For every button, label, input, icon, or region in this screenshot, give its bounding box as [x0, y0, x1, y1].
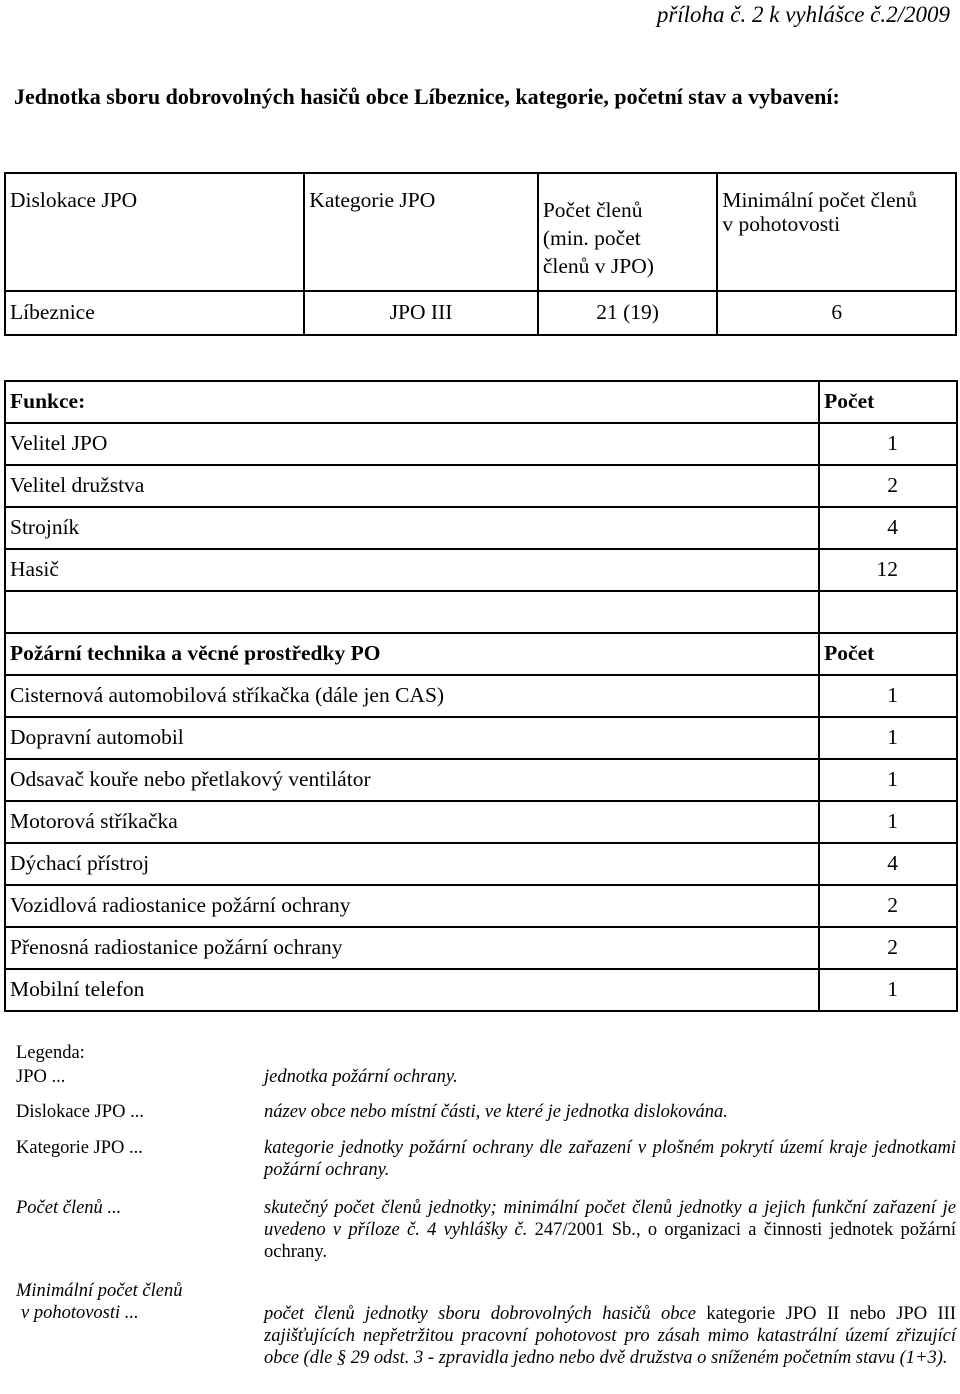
- table-row: [5, 801, 957, 843]
- equipment-count: 1: [819, 717, 957, 759]
- legend-desc-minimalni-a: počet členů jednotky sboru dobrovolných hasičů obce: [264, 1304, 696, 1324]
- equipment-header: Požární technika a věcné prostředky PO: [5, 633, 819, 675]
- table-row: [5, 717, 957, 759]
- table-row: [5, 885, 957, 927]
- cell-pocet: 21 (19): [538, 291, 718, 335]
- legend-term-minimalni: [16, 1280, 182, 1324]
- empty-cell: [819, 591, 957, 633]
- function-name: Velitel družstva: [5, 465, 819, 507]
- empty-cell: [5, 591, 819, 633]
- equipment-name: Vozidlová radiostanice požární ochrany: [5, 885, 819, 927]
- cell-dislokace: Líbeznice: [5, 291, 304, 335]
- legend-title: Legenda:: [16, 1043, 85, 1063]
- equipment-count: 2: [819, 927, 957, 969]
- function-count: 12: [819, 549, 957, 591]
- equipment-name: Motorová stříkačka: [5, 801, 819, 843]
- table-row: [5, 549, 957, 591]
- equipment-count: 1: [819, 759, 957, 801]
- legend-term-kategorie: Kategorie JPO ...: [16, 1138, 143, 1158]
- header-kategorie: Kategorie JPO: [304, 173, 538, 291]
- legend-term-pocet: Počet členů ...: [16, 1198, 122, 1218]
- page-title: Jednotka sboru dobrovolných hasičů obce Líbeznice, kategorie, početní stav a vybavení:: [14, 84, 840, 109]
- header-pocet-line3: členů v JPO): [542, 254, 654, 278]
- equipment-count: 1: [819, 801, 957, 843]
- legend-desc-minimalni-b: kategorie JPO II nebo JPO III: [695, 1304, 956, 1324]
- legend-desc-minimalni-c: zajišťujících nepřetržitou pracovní pohotovost pro zásah mimo katastrální území zřizující obce (dle § 29 odst. 3 - zpravidla jedno nebo dvě družstva o sníženém početním stavu (1+3).: [264, 1326, 956, 1368]
- legend-desc-pocet-b: 247/2001 Sb.: [527, 1220, 636, 1240]
- table-row: [5, 759, 957, 801]
- legend-desc-kategorie: kategorie jednotky požární ochrany dle zařazení v plošném pokrytí území kraje jednotkami požární ochrany.: [264, 1138, 956, 1180]
- legend-term-minimalni-line2: v pohotovosti ...: [21, 1303, 139, 1323]
- equipment-header-row: [5, 633, 957, 675]
- header-pocet-line2: (min. počet: [542, 226, 641, 250]
- functions-header-row: [5, 381, 957, 423]
- equipment-name: Mobilní telefon: [5, 969, 819, 1011]
- unit-table-header-row: [5, 173, 956, 291]
- equipment-count: 2: [819, 885, 957, 927]
- function-name: Strojník: [5, 507, 819, 549]
- legend-term-minimalni-line1: Minimální počet členů: [16, 1281, 183, 1301]
- empty-row: [5, 591, 957, 633]
- table-row: [5, 927, 957, 969]
- functions-equipment-table: [4, 380, 958, 1012]
- legend-term-dislokace: Dislokace JPO ...: [16, 1102, 144, 1122]
- table-row: [5, 969, 957, 1011]
- equipment-name: Přenosná radiostanice požární ochrany: [5, 927, 819, 969]
- function-name: Velitel JPO: [5, 423, 819, 465]
- table-row: [5, 465, 957, 507]
- legend-desc-pocet-c: , o organizaci a činnosti jednotek požární ochrany.: [264, 1220, 957, 1262]
- header-dislokace: Dislokace JPO: [5, 173, 304, 291]
- header-minimalni-pocet: [717, 173, 956, 291]
- header-pocet-line1: Počet členů: [542, 198, 643, 222]
- legend-desc-minimalni: [264, 1303, 956, 1369]
- header-minimalni-line2: v pohotovosti: [722, 212, 841, 236]
- table-row: [5, 507, 957, 549]
- equipment-name: Cisternová automobilová stříkačka (dále jen CAS): [5, 675, 819, 717]
- function-name: Hasič: [5, 549, 819, 591]
- equipment-name: Dýchací přístroj: [5, 843, 819, 885]
- equipment-name: Odsavač kouře nebo přetlakový ventilátor: [5, 759, 819, 801]
- header-pocet-clenu: [538, 173, 718, 291]
- function-count: 1: [819, 423, 957, 465]
- equipment-count: 1: [819, 969, 957, 1011]
- equipment-count: 1: [819, 675, 957, 717]
- attachment-note: příloha č. 2 k vyhlášce č.2/2009: [656, 2, 950, 27]
- table-row: [5, 675, 957, 717]
- legend-desc-pocet: [264, 1197, 956, 1263]
- cell-minimalni: 6: [717, 291, 956, 335]
- legend-desc-jpo: jednotka požární ochrany.: [264, 1067, 458, 1087]
- header-minimalni-line1: Minimální počet členů: [722, 188, 918, 212]
- unit-table: [4, 172, 957, 336]
- legend-desc-dislokace: název obce nebo místní části, ve které je jednotka dislokována.: [264, 1102, 728, 1122]
- functions-header: Funkce:: [5, 381, 819, 423]
- table-row: [5, 423, 957, 465]
- function-count: 4: [819, 507, 957, 549]
- legend-desc-pocet-a: skutečný počet členů jednotky; minimální počet členů jednotky a jejich funkční zařazení je uvedeno v příloze č. 4 vyhlášky č.: [264, 1198, 956, 1240]
- unit-table-row: [5, 291, 956, 335]
- functions-count-header: Počet: [819, 381, 957, 423]
- equipment-count-header: Počet: [819, 633, 957, 675]
- equipment-count: 4: [819, 843, 957, 885]
- function-count: 2: [819, 465, 957, 507]
- equipment-name: Dopravní automobil: [5, 717, 819, 759]
- legend-term-jpo: JPO ...: [16, 1067, 66, 1087]
- table-row: [5, 843, 957, 885]
- cell-kategorie: JPO III: [304, 291, 538, 335]
